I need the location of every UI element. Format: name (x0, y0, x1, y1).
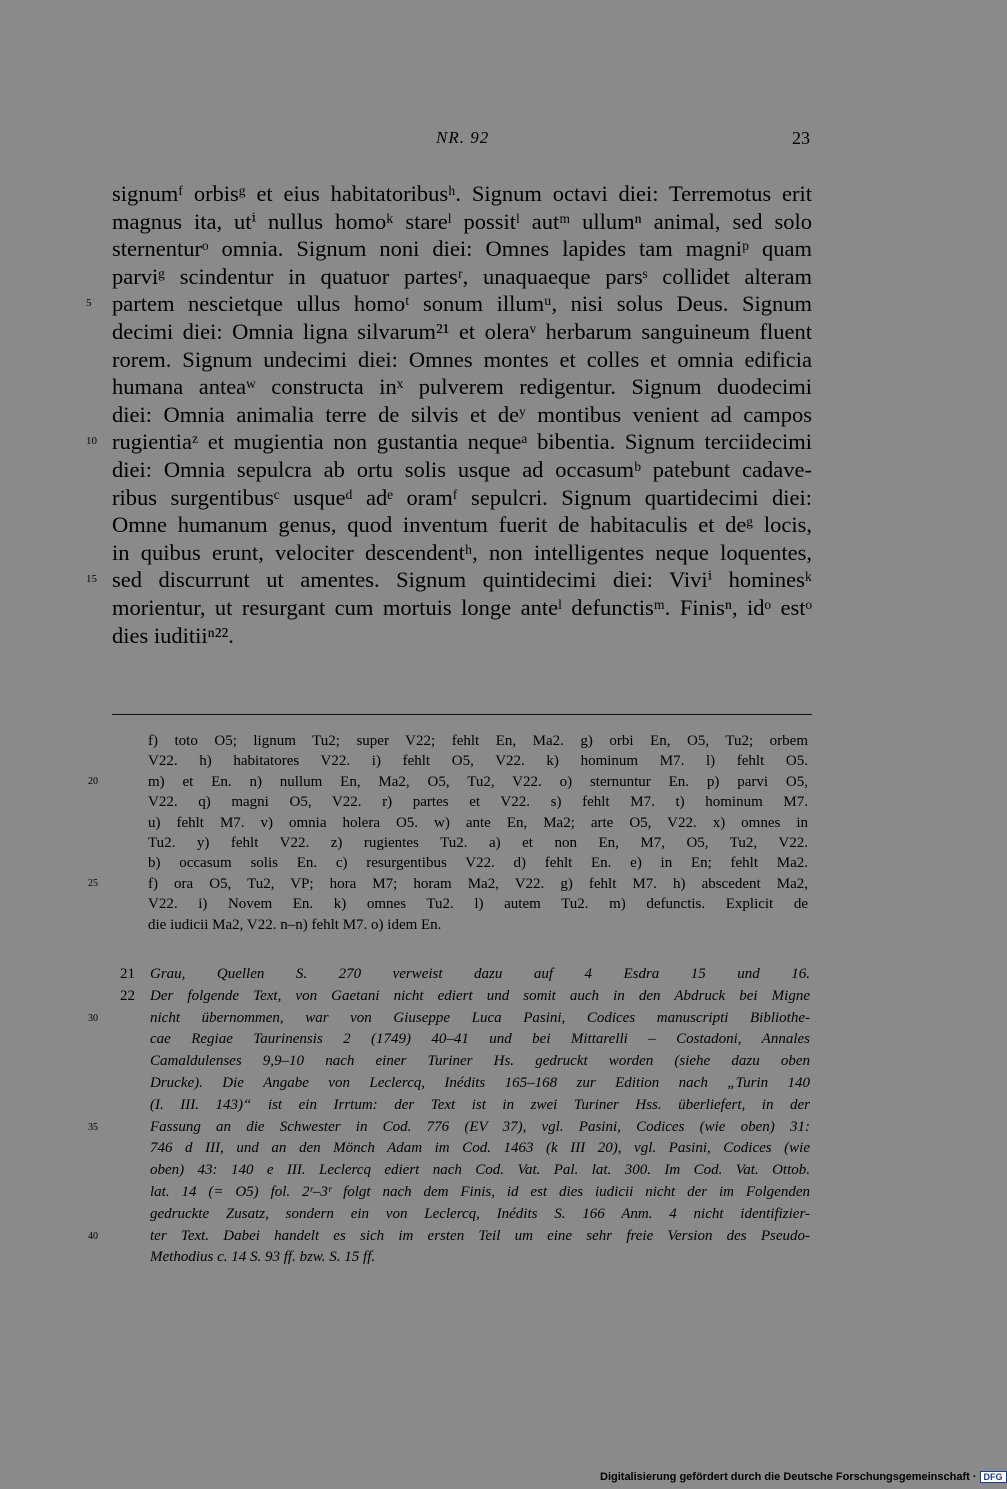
commentary-line-text: Camaldulenses 9,9–10 nach einer Turiner Hs. gedruckt worden (siehe dazu oben (150, 1053, 810, 1070)
apparatus-line-text: V22. i) Novem En. k) omnes Tu2. l) autem Tu2. m) defunctis. Explicit de (148, 896, 808, 913)
line-number: 30 (88, 1012, 98, 1024)
commentary-line-text: (I. III. 143)“ ist ein Irrtum: der Text ist in zwei Turiner Hss. überliefert, in der (150, 1096, 810, 1113)
apparatus-line (148, 813, 808, 833)
main-line-text: humana anteaʷ constructa inˣ pulverem redigentur. Signum duodecimi (112, 374, 812, 400)
commentary-line-text: Der folgende Text, von Gaetani nicht ediert und somit auch in den Abdruck bei Migne (150, 987, 810, 1004)
commentary-line-text: oben) 43: 140 e III. Leclercq ediert nach Cod. Vat. Pal. lat. 300. Im Cod. Vat. Ottob. (150, 1162, 810, 1179)
line-number: 15 (86, 573, 97, 586)
line-number: 40 (88, 1230, 98, 1242)
main-line-text: ribus surgentibusᶜ usqueᵈ adᵉ oramᶠ sepulcri. Signum quartidecimi diei: (112, 484, 812, 510)
main-line (112, 511, 812, 539)
main-line (112, 456, 812, 484)
note-number: 21 (120, 966, 135, 982)
apparatus-line-text: Tu2. y) fehlt V22. z) rugientes Tu2. a) et non En, M7, O5, Tu2, V22. (148, 834, 808, 851)
apparatus-line-text: f) toto O5; lignum Tu2; super V22; fehlt En, Ma2. g) orbi En, O5, Tu2; orbem (148, 733, 808, 749)
commentary-line (120, 1247, 810, 1269)
main-line (112, 346, 812, 374)
commentary-line (120, 1029, 810, 1051)
apparatus-line (148, 792, 808, 812)
commentary-line (120, 1095, 810, 1117)
main-line (112, 401, 812, 429)
commentary-line-text: cae Regiae Taurinensis 2 (1749) 40–41 und bei Mittarelli – Costadoni, Annales (150, 1031, 810, 1048)
line-number: 10 (86, 435, 97, 448)
running-head (0, 128, 1000, 156)
apparatus-line-text: b) occasum solis En. c) resurgentibus V22. d) fehlt En. e) in En; fehlt Ma2. (148, 855, 808, 872)
commentary-line-text: gedruckte Zusatz, sondern ein von Leclercq, Inédits S. 166 Anm. 4 nicht identifizier- (150, 1205, 810, 1222)
main-line-text: Omne humanum genus, quod inventum fuerit de habitaculis et deᵍ locis, (112, 512, 812, 538)
page-number: 23 (792, 128, 810, 148)
apparatus-line-text: u) fehlt M7. v) omnia holera O5. w) ante En, Ma2; arte O5, V22. x) omnes in (148, 814, 808, 831)
main-line-text: rugientiaᶻ et mugientia non gustantia nequeᵃ bibentia. Signum terciidecimi (112, 429, 812, 455)
apparatus-line-text: f) ora O5, Tu2, VP; hora M7; horam Ma2, V22. g) fehlt M7. h) abscedent Ma2, (148, 875, 808, 892)
main-line (86, 428, 812, 456)
apparatus-line (148, 915, 808, 935)
commentary-line-text: 746 d III, und an den Mönch Adam im Cod. 1463 (k III 20), vgl. Pasini, Codices (wie (150, 1140, 810, 1157)
main-line-text: decimi diei: Omnia ligna silvarum²¹ et oleraᵛ herbarum sanguineum fluent (112, 318, 812, 344)
main-line (112, 318, 812, 346)
main-line-text: parviᵍ scindentur in quatuor partesʳ, unaquaeque parsˢ collidet alteram (112, 263, 812, 289)
main-line-text: sed discurrunt ut amentes. Signum quintidecimi diei: Viviⁱ hominesᵏ (112, 567, 812, 593)
commentary-line-text: Drucke). Die Angabe von Leclercq, Inédits 165–168 zur Edition nach „Turin 140 (150, 1074, 810, 1091)
line-number: 20 (88, 775, 98, 787)
apparatus-line (148, 833, 808, 853)
commentary-line-text: Fassung an die Schwester in Cod. 776 (EV 37), vgl. Pasini, Codices (wie oben) 31: (150, 1118, 810, 1135)
main-line-text: rorem. Signum undecimi diei: Omnes montes et colles et omnia edificia (112, 346, 812, 372)
line-number: 5 (86, 297, 92, 310)
commentary-line-text: nicht übernommen, war von Giuseppe Luca Pasini, Codices manuscripti Bibliothe- (150, 1009, 810, 1026)
commentary-line (88, 1008, 810, 1030)
main-line (86, 566, 812, 594)
main-line (112, 180, 812, 208)
funding-footer (600, 1471, 1003, 1487)
apparatus-line-text: die iudicii Ma2, V22. n–n) fehlt M7. o) idem En. (148, 916, 442, 933)
commentary-line-text: Methodius c. 14 S. 93 ff. bzw. S. 15 ff. (150, 1249, 376, 1266)
main-line (112, 263, 812, 291)
main-line-text: partem nescietque ullus homoᵗ sonum illumᵘ, nisi solus Deus. Signum (112, 291, 812, 317)
commentary-line (120, 986, 810, 1008)
apparatus-line (148, 894, 808, 914)
commentary-line (120, 964, 810, 986)
apparatus-line-text: m) et En. n) nullum En, Ma2, O5, Tu2, V22. o) sternuntur En. p) parvi O5, (148, 773, 808, 790)
main-line (112, 622, 812, 650)
commentary-line-text: ter Text. Dabei handelt es sich im ersten Teil um eine sehr freie Version des Pseudo- (150, 1227, 810, 1244)
note-number: 22 (120, 987, 135, 1004)
apparatus-line (148, 731, 808, 751)
main-line-text: signumᶠ orbisᵍ et eius habitatoribusʰ. Signum octavi diei: Terremotus erit (112, 181, 812, 206)
apparatus-line-text: V22. h) habitatores V22. i) fehlt O5, V22. k) hominum M7. l) fehlt O5. (148, 753, 808, 770)
main-line (112, 235, 812, 263)
commentary-line (120, 1204, 810, 1226)
apparatus-line (148, 853, 808, 873)
apparatus-line (88, 772, 808, 792)
apparatus-line-text: V22. q) magni O5, V22. r) partes et V22. s) fehlt M7. t) hominum M7. (148, 794, 808, 811)
main-line-text: diei: Omnia animalia terre de silvis et deʸ montibus venient ad campos (112, 401, 812, 427)
commentary-line (120, 1138, 810, 1160)
commentary-notes (88, 964, 810, 1269)
main-line-text: magnus ita, utⁱ nullus homoᵏ stareˡ possitˡ autᵐ ullumⁿ animal, sed solo (112, 208, 812, 234)
main-line-text: in quibus erunt, velociter descendentʰ, non intelligentes neque loquentes, (112, 539, 812, 565)
commentary-line (120, 1182, 810, 1204)
line-number: 35 (88, 1121, 98, 1133)
main-text (86, 180, 812, 649)
main-line (112, 539, 812, 567)
commentary-line (88, 1117, 810, 1139)
main-line (86, 290, 812, 318)
commentary-line-text: lat. 14 (= O5) fol. 2ʳ–3ʳ folgt nach dem Finis, id est dies iudicii nicht der im Folgenden (150, 1183, 810, 1200)
commentary-line (120, 1051, 810, 1073)
footnote-rule (112, 714, 812, 715)
apparatus-line (88, 874, 808, 894)
running-title: NR. 92 (436, 128, 490, 147)
commentary-line (120, 1160, 810, 1182)
main-line (112, 594, 812, 622)
main-line (112, 208, 812, 236)
apparatus-line (148, 751, 808, 771)
main-line-text: morientur, ut resurgant cum mortuis longe anteˡ defunctisᵐ. Finisⁿ, idᵒ estᵒ (112, 594, 812, 620)
commentary-line (120, 1073, 810, 1095)
commentary-line-text: Grau, Quellen S. 270 verweist dazu auf 4 Esdra 15 und 16. (150, 966, 810, 982)
commentary-line (88, 1226, 810, 1248)
main-line-text: sternenturᵒ omnia. Signum noni diei: Omnes lapides tam magniᵖ quam (112, 236, 812, 262)
funding-text: Digitalisierung gefördert durch die Deutsche Forschungsgemeinschaft · (600, 1471, 977, 1483)
dfg-logo: DFG (980, 1471, 1007, 1483)
main-line (112, 373, 812, 401)
main-line (112, 484, 812, 512)
critical-apparatus (88, 731, 808, 935)
line-number: 25 (88, 877, 98, 889)
main-line-text: diei: Omnia sepulcra ab ortu solis usque ad occasumᵇ patebunt cadave- (112, 456, 812, 482)
main-line-text: dies iuditiiⁿ²². (112, 622, 234, 648)
